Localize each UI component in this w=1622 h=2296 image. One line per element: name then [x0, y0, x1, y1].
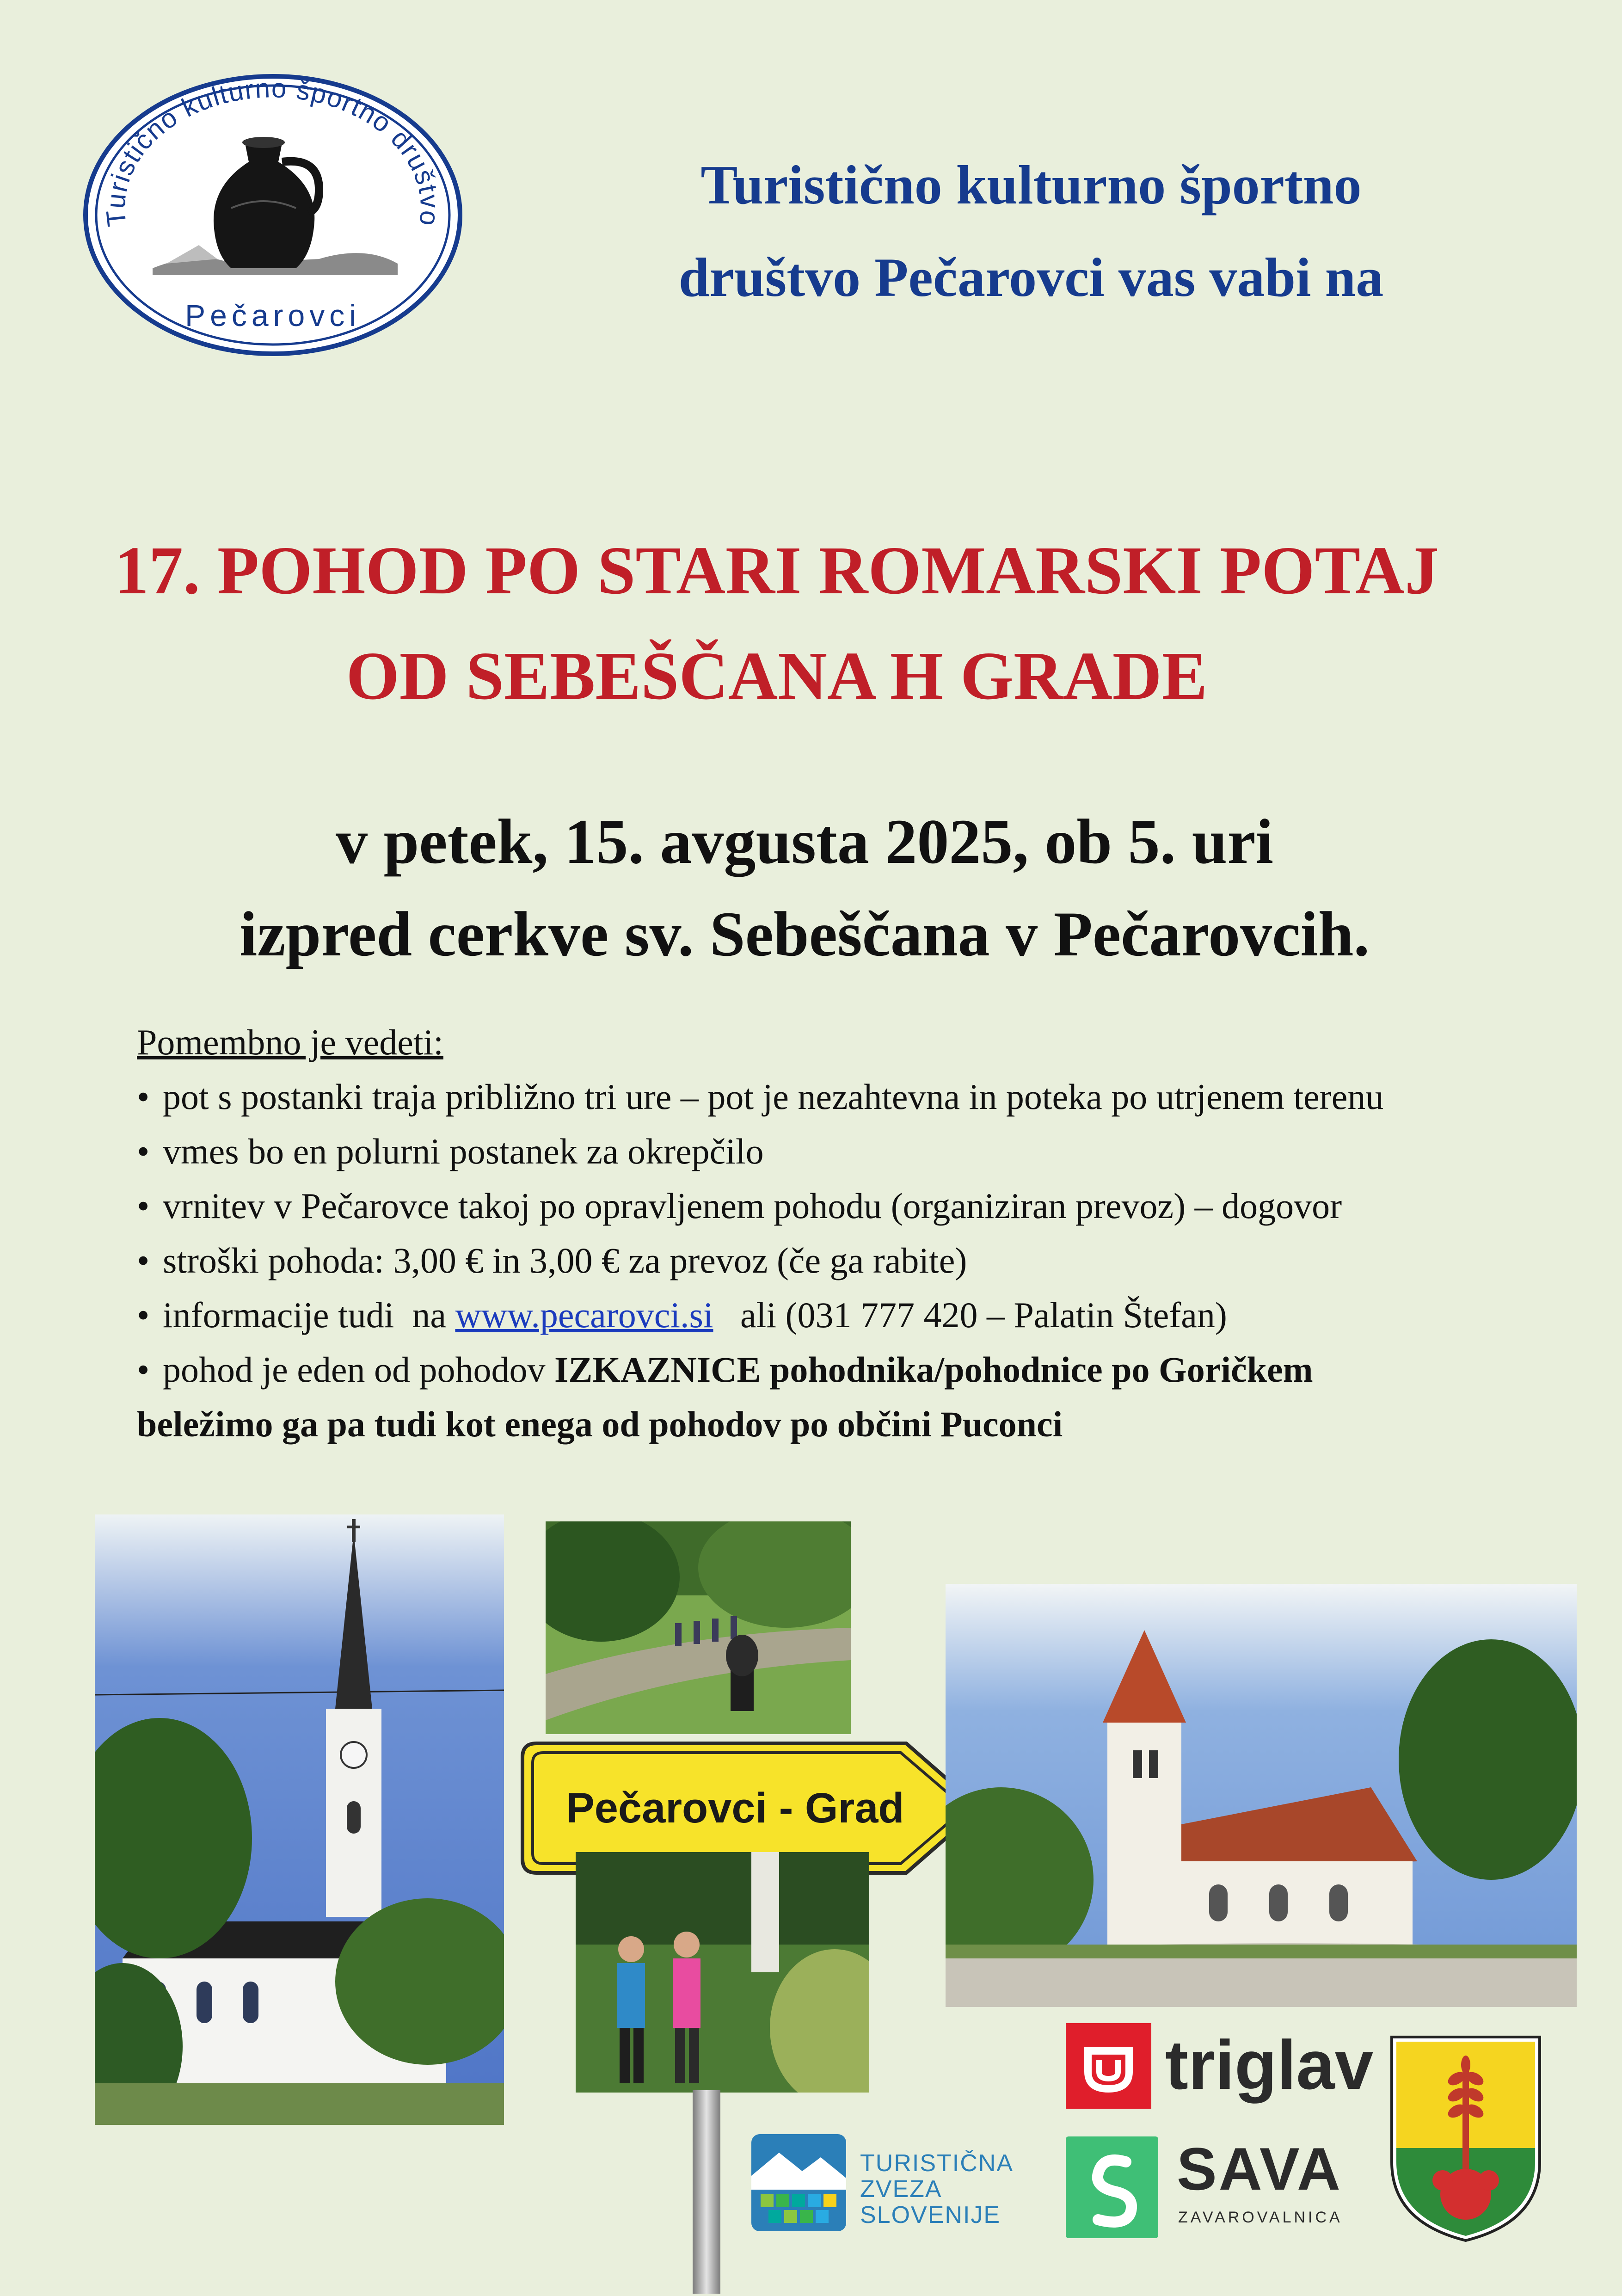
hikers-photo-top [546, 1521, 851, 1734]
tzs-name-line: SLOVENIJE [860, 2202, 1001, 2228]
event-title-line-2: OD SEBEŠČANA H GRADE [346, 638, 1208, 714]
organizer-line-2: društvo Pečarovci vas vabi na [678, 246, 1384, 308]
event-date: v petek, 15. avgusta 2025, ob 5. uri [336, 806, 1273, 877]
event-place: izpred cerkve sv. Sebeščana v Pečarovcih. [239, 899, 1370, 969]
sava-logo-icon [1066, 2136, 1158, 2238]
info-item: • stroški pohoda: 3,00 € in 3,00 € za prevoz (če ga rabite) [137, 1240, 967, 1280]
info-item-card: • pohod je eden od pohodov IZKAZNICE pohodnika/pohodnice po Goričkem [137, 1349, 1313, 1390]
organizer-line-1: Turistično kulturno športno [700, 154, 1362, 215]
logo-arc-text: Turistično kulturno športno društvo [100, 73, 445, 228]
logo-bottom-text: Pečarovci [185, 298, 361, 332]
society-logo [79, 69, 467, 361]
event-title-line-1: 17. POHOD PO STARI ROMARSKI POTAJ [114, 533, 1439, 609]
info-item: • vrnitev v Pečarovce takoj po opravljenem pohodu (organiziran prevoz) – dogovor [137, 1186, 1342, 1226]
church-photo-right [946, 1584, 1577, 2007]
municipality-coat-of-arms-icon [1387, 2032, 1544, 2245]
tzs-name [860, 2150, 1045, 2228]
sava-subtitle: ZAVAROVALNICA [1178, 2209, 1343, 2226]
info-heading: Pomembno je vedeti: [137, 1022, 443, 1062]
event-title [92, 518, 1461, 729]
road-sign-post [693, 2090, 720, 2294]
info-last-line: beležimo ga pa tudi kot enega od pohodov po občini Puconci [137, 1404, 1063, 1444]
info-item: • pot s postanki traja približno tri ure – pot je nezahtevna in poteka po utrjenem terenu [137, 1077, 1384, 1117]
organizer-invitation [499, 139, 1563, 324]
church-photo-left [95, 1514, 504, 2125]
road-sign-label: Pečarovci - Grad [566, 1785, 904, 1832]
info-section [137, 1015, 1524, 1452]
info-item: • vmes bo en polurni postanek za okrepčilo [137, 1131, 764, 1171]
event-date-place [92, 795, 1517, 980]
info-item-contact: • informacije tudi na www.pecarovci.si ali (031 777 420 – Palatin Štefan) [137, 1295, 1227, 1335]
tzs-name-line: TURISTIČNA [860, 2150, 1014, 2177]
hikers-photo-bottom [576, 1852, 869, 2093]
tzs-name-line: ZVEZA [860, 2176, 942, 2203]
website-link[interactable]: www.pecarovci.si [455, 1295, 713, 1335]
sava-name: SAVA [1177, 2135, 1342, 2203]
tzs-logo-icon [751, 2134, 846, 2231]
triglav-name: triglav [1165, 2026, 1374, 2104]
triglav-logo-icon [1066, 2023, 1151, 2109]
